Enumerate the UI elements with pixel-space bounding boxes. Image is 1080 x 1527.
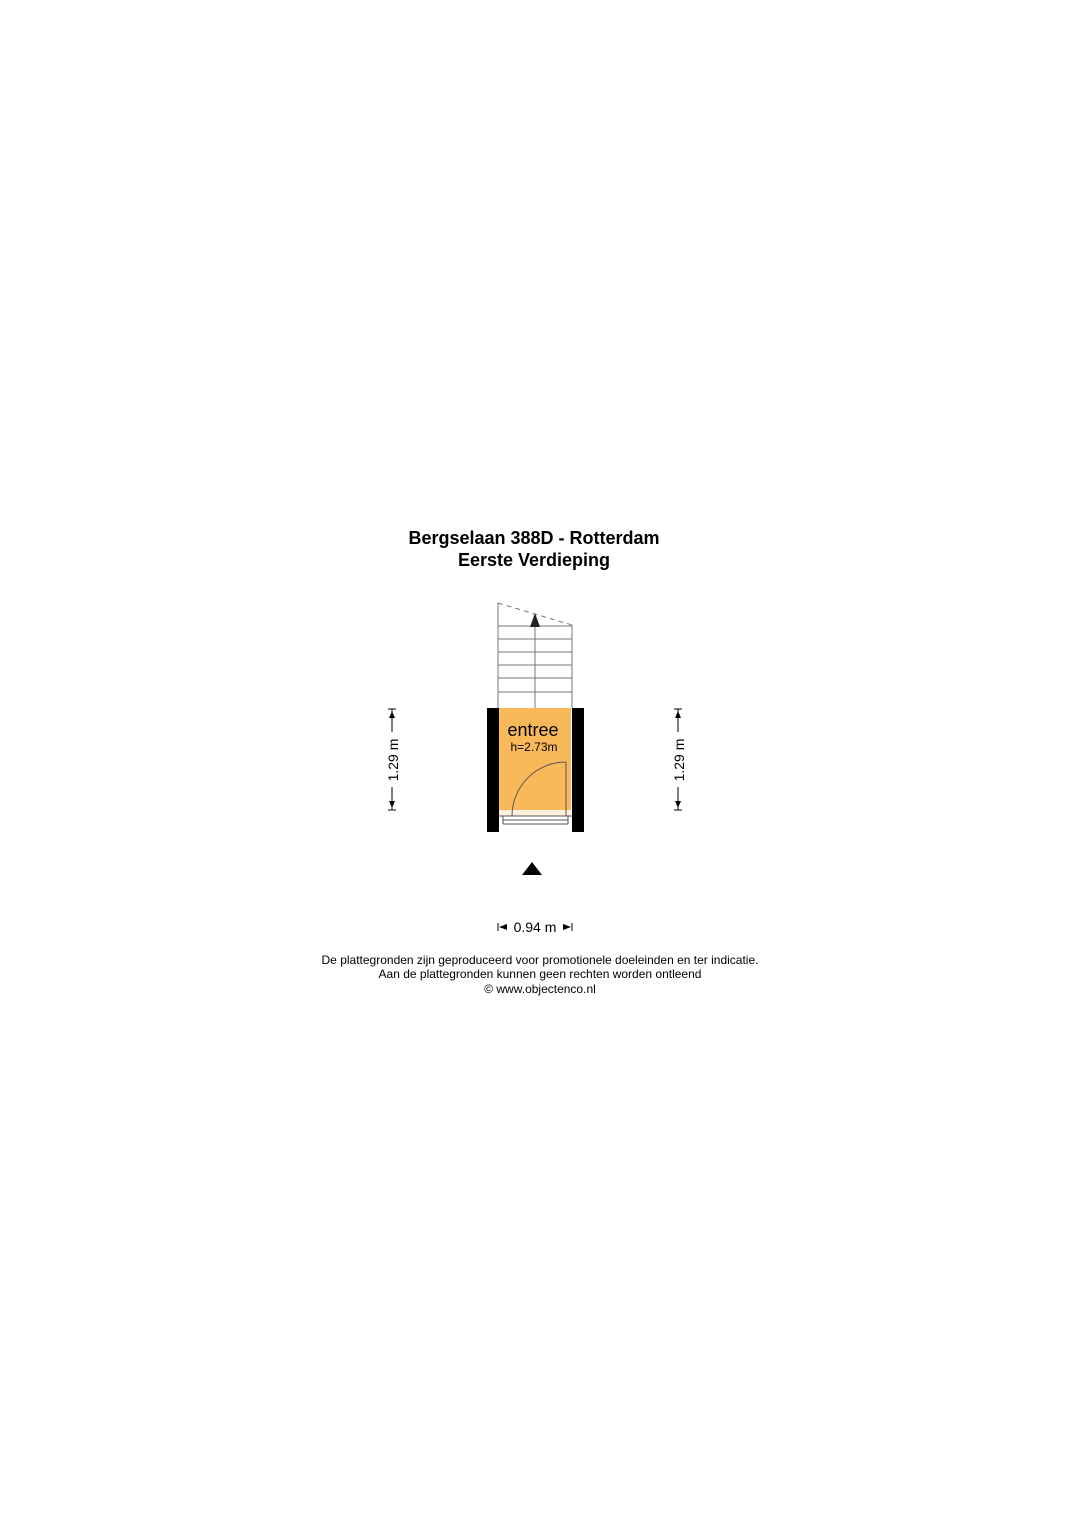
entrance-window: [499, 816, 572, 824]
copyright-link[interactable]: © www.objectenco.nl: [484, 982, 596, 996]
threshold: [499, 810, 571, 816]
dimension-right-label: 1.29 m: [671, 738, 687, 782]
dimension-left-label: 1.29 m: [385, 738, 401, 782]
room-height-label: h=2.73m: [510, 740, 558, 754]
wall-left: [487, 708, 499, 832]
disclaimer-line-2: Aan de plattegronden kunnen geen rechten worden ontleend: [378, 967, 702, 981]
disclaimer-line-1: De plattegronden zijn geproduceerd voor promotionele doeleinden en ter indicatie.: [321, 953, 759, 967]
dimension-bottom-label: 0.94 m: [513, 919, 557, 935]
plan-title: Bergselaan 388D - Rotterdam: [408, 528, 660, 548]
wall-right: [572, 708, 584, 832]
entrance-arrow-icon: [522, 862, 542, 875]
floor-title: Eerste Verdieping: [457, 550, 611, 570]
stair-up-arrow-icon: [530, 613, 540, 627]
room-name-label: entree: [507, 720, 559, 740]
